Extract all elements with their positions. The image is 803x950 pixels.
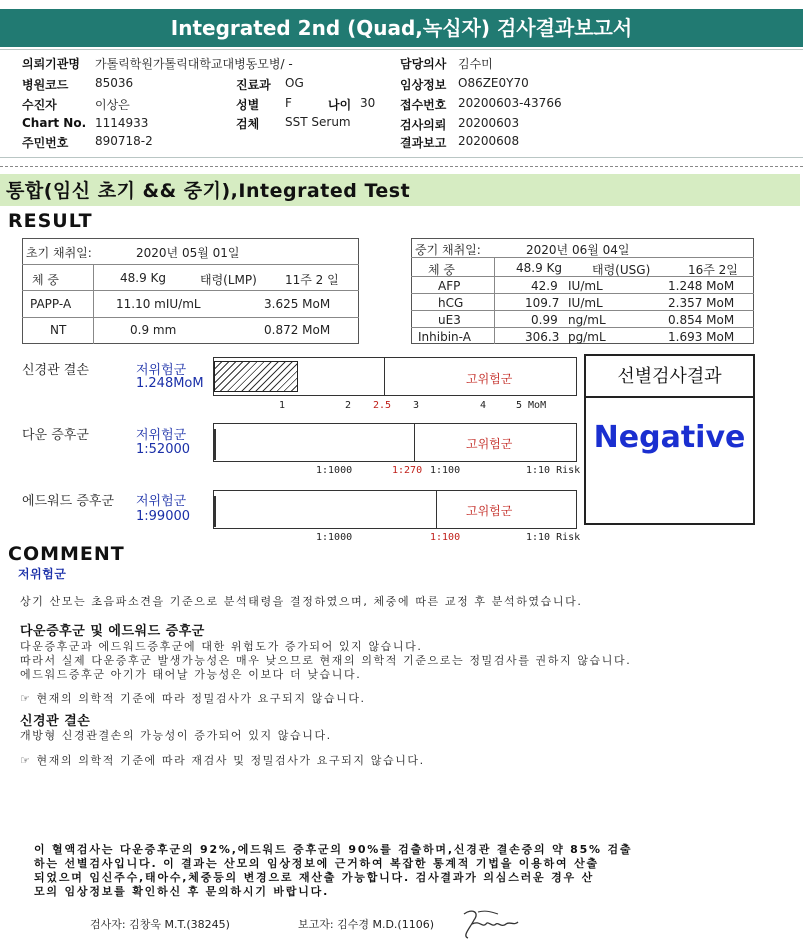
table-line [22,264,359,265]
result-label: RESULT [8,210,93,232]
header-divider [0,49,803,50]
risk-group: 저위험군 [136,363,187,378]
screening-divider [584,396,755,398]
second-usg-value: 16주 2일 [688,263,738,277]
collector-label: 수진자 [22,98,57,112]
code-label: 병원코드 [22,78,69,92]
age-label: 나이 [328,98,352,112]
second-row-value: 306.3 [525,330,560,344]
comment-paragraph: 개방형 신경관결손의 가능성이 증가되어 있지 않습니다. [20,729,332,742]
comment-paragraph: ☞ 현재의 의학적 기준에 따라 정밀검사가 요구되지 않습니다. [20,692,366,705]
risk-bar-edwards [213,490,577,529]
second-row-mom: 1.693 MoM [668,330,735,344]
tick-label: 3 [413,400,420,411]
risk-fill [214,496,216,527]
first-row-value: 0.9 mm [130,323,177,337]
first-date-value: 2020년 05월 01일 [136,246,240,260]
tick-label: 1:1000 [316,532,353,543]
comment-paragraph: 다운증후군과 에드워드증후군에 대한 위험도가 증가되어 있지 않습니다. [20,640,423,653]
dashed-separator [0,166,803,167]
tick-label: 2 [345,400,352,411]
risk-bar-down [213,423,577,462]
tick-label: 1:10 Risk [526,465,581,476]
specimen-value: SST Serum [285,115,351,129]
info-divider [0,157,803,158]
table-line [22,290,359,291]
tick-label: 1:100 [430,465,461,476]
comment-paragraph: 상기 산모는 초음파소견을 기준으로 분석태령을 결정하였으며, 체중에 따른 교정 후 분석하였습니다. [20,595,583,608]
hospital-label: 의뢰기관명 [22,57,80,71]
comment-paragraph: ☞ 현재의 의학적 기준에 따라 재검사 및 정밀검사가 요구되지 않습니다. [20,754,425,767]
risk-group: 저위험군 [136,494,187,509]
table-line [411,293,754,294]
tick-label: 5 MoM [516,400,547,411]
first-row-name: NT [50,323,67,337]
risk-value: 1:99000 [136,509,191,524]
comment-heading: 신경관 결손 [20,714,91,729]
tick-label: 1:1000 [316,465,353,476]
risk-fill [214,429,216,460]
table-line [411,310,754,311]
receipt-value: 20200603-43766 [458,96,562,110]
second-date-label: 중기 채취일: [415,243,481,257]
risk-cutoff-line [414,423,415,462]
hospital-value: 가톨릭학원가톨릭대학교대병동모병/ - [95,57,293,71]
comment-heading: 다운증후군 및 에드워드 증후군 [20,624,205,639]
doctor-label: 담당의사 [400,57,447,71]
tick-label: 1 [279,400,286,411]
second-row-mom: 1.248 MoM [668,279,735,293]
first-lmp-label: 태령(LMP) [200,273,257,287]
tick-label: 4 [480,400,487,411]
notice-line: 이 혈액검사는 다운증후군의 92%,에드워드 증후군의 90%를 검출하며,신경관 결손증의 약 85% 검출 [34,843,633,856]
second-row-name: uE3 [438,313,461,327]
second-row-value: 42.9 [531,279,558,293]
first-row-mom: 0.872 MoM [264,323,331,337]
notice-line: 되었으며 임신주수,태아수,체중등의 변경으로 재산출 가능합니다. 검사결과가 의심스러운 경우 산 [34,871,595,884]
second-row-unit: IU/mL [568,296,603,310]
sex-label: 성별 [236,98,260,112]
second-row-name: AFP [438,279,461,293]
specimen-label: 검체 [236,117,260,131]
dept-value: OG [285,76,304,90]
resident-label: 주민번호 [22,136,69,150]
second-row-mom: 2.357 MoM [668,296,735,310]
risk-label: 신경관 결손 [22,363,89,378]
risk-fill [214,361,298,392]
second-row-mom: 0.854 MoM [668,313,735,327]
second-weight-value: 48.9 Kg [516,261,563,275]
risk-cutoff-line [384,357,385,396]
clinical-label: 임상정보 [400,78,447,92]
risk-value: 1.248MoM [136,376,204,391]
report-date-label: 결과보고 [400,136,447,150]
high-risk-label: 고위험군 [466,437,513,451]
report-date-value: 20200608 [458,134,520,148]
comment-paragraph: 따라서 실제 다운증후군 발생가능성은 매우 낮으므로 현재의 의학적 기준으로는 정밀검사를 권하지 않습니다. [20,654,632,667]
second-row-unit: ng/mL [568,313,606,327]
dept-label: 진료과 [236,78,271,92]
table-line [494,257,495,344]
comment-group: 저위험군 [18,567,67,581]
second-row-unit: IU/mL [568,279,603,293]
second-row-value: 109.7 [525,296,560,310]
doctor-value: 김수미 [458,57,493,71]
second-row-name: hCG [438,296,464,310]
resident-value: 890718-2 [95,134,153,148]
tester-signature: 검사자: 김창욱 M.T.(38245) [90,918,230,931]
second-row-value: 0.99 [531,313,558,327]
first-lmp-value: 11주 2 일 [285,273,339,287]
request-label: 검사의뢰 [400,118,447,132]
high-risk-label: 고위험군 [466,372,513,386]
clinical-value: O86ZE0Y70 [458,76,529,90]
chart-value: 1114933 [95,116,149,130]
tick-label: 1:270 [392,465,423,476]
handwritten-signature-icon [458,906,522,942]
risk-value: 1:52000 [136,442,191,457]
tick-label: 2.5 [373,400,392,411]
second-row-unit: pg/mL [568,330,606,344]
notice-line: 하는 선별검사입니다. 이 결과는 산모의 임상정보에 근거하여 복잡한 통계적 기법을 이용하여 산출 [34,857,599,870]
chart-label: Chart No. [22,116,87,130]
tick-label: 1:10 Risk [526,532,581,543]
screening-result: Negative [593,420,746,455]
table-line [411,327,754,328]
first-row-value: 11.10 mIU/mL [116,297,201,311]
first-row-name: PAPP-A [30,297,72,311]
request-value: 20200603 [458,116,520,130]
first-date-label: 초기 채취일: [26,246,92,260]
first-row-mom: 3.625 MoM [264,297,331,311]
collector-value: 이상은 [95,98,130,112]
reporter-signature: 보고자: 김수경 M.D.(1106) [298,918,434,931]
age-value: 30 [360,96,376,110]
screening-title: 선별검사결과 [617,366,722,387]
risk-group: 저위험군 [136,428,187,443]
first-weight-label: 체 중 [32,273,59,287]
risk-label: 다운 증후군 [22,428,89,443]
comment-paragraph: 에드워드증후군 아기가 태어날 가능성은 이보다 더 낮습니다. [20,668,362,681]
first-weight-value: 48.9 Kg [120,271,167,285]
second-date-value: 2020년 06월 04일 [526,243,630,257]
table-line [93,264,94,344]
second-row-name: Inhibin-A [418,330,471,344]
comment-label: COMMENT [8,543,125,565]
risk-label: 에드워드 증후군 [22,494,115,509]
second-usg-label: 태령(USG) [592,263,651,277]
notice-line: 모의 임상정보를 확인하신 후 문의하시기 바랍니다. [34,885,330,898]
receipt-label: 접수번호 [400,98,447,112]
high-risk-label: 고위험군 [466,504,513,518]
second-weight-label: 체 중 [428,263,455,277]
sex-value: F [285,96,292,110]
risk-cutoff-line [436,490,437,529]
tick-label: 1:100 [430,532,461,543]
code-value: 85036 [95,76,134,90]
report-title: Integrated 2nd (Quad,녹십자) 검사결과보고서 [170,16,633,40]
section-title: 통합(임신 초기 && 중기),Integrated Test [6,180,411,202]
table-line [22,317,359,318]
